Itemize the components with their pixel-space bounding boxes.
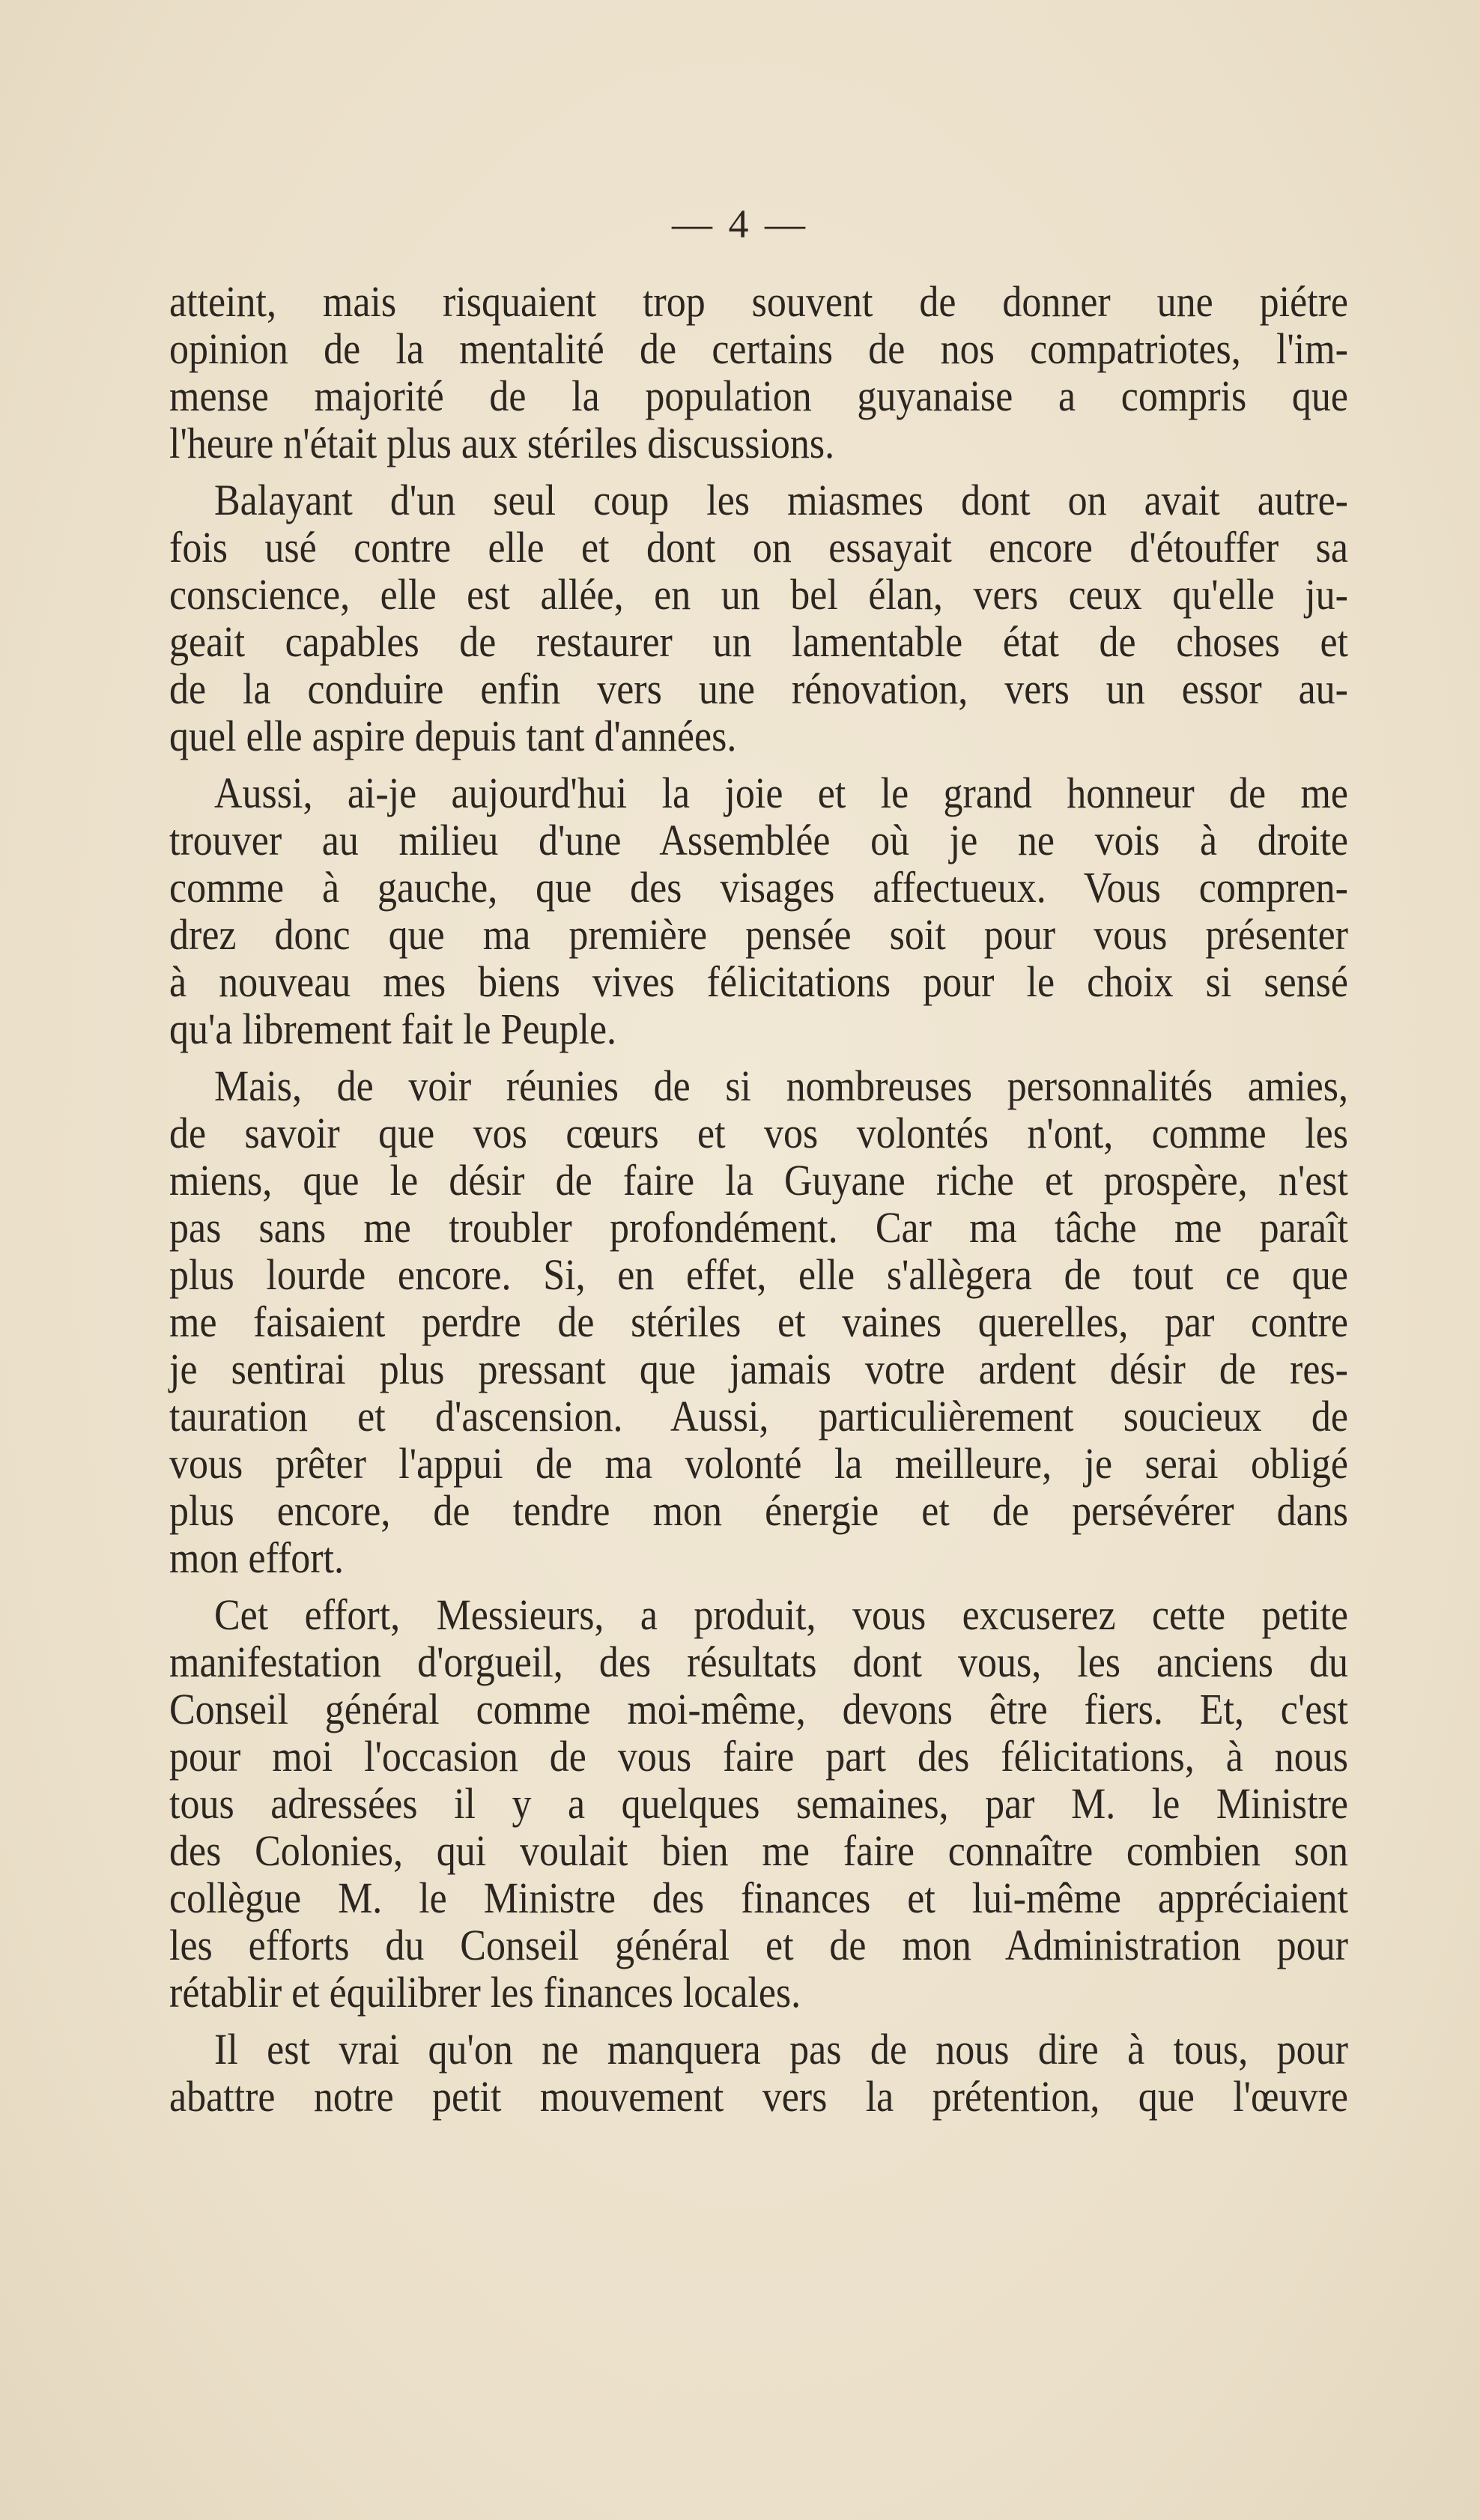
text-line: je sentirai plus pressant que jamais votre ardent désir de res-: [169, 1345, 1348, 1394]
text-line: mon effort.: [169, 1534, 344, 1583]
text-line: de la conduire enfin vers une rénovation, vers un essor au-: [169, 665, 1348, 714]
text-line: me faisaient perdre de stériles et vaines querelles, par contre: [169, 1298, 1348, 1347]
text-line: qu'a librement fait le Peuple.: [169, 1005, 617, 1054]
paragraph: [169, 1063, 1348, 1582]
text-line: rétablir et équilibrer les finances locales.: [169, 1969, 801, 2017]
text-line: abattre notre petit mouvement vers la prétention, que l'œuvre: [169, 2073, 1348, 2121]
text-line: tauration et d'ascension. Aussi, particulièrement soucieux de: [169, 1393, 1348, 1441]
text-line: mense majorité de la population guyanaise a compris que: [169, 372, 1348, 421]
paragraph: [169, 279, 1348, 467]
text-line: Cet effort, Messieurs, a produit, vous excuserez cette petite: [214, 1591, 1348, 1640]
text-line: geait capables de restaurer un lamentable état de choses et: [169, 618, 1348, 667]
paragraph: [169, 477, 1348, 760]
text-line: tous adressées il y a quelques semaines, par M. le Ministre: [169, 1780, 1348, 1829]
text-line: Conseil général comme moi-même, devons être fiers. Et, c'est: [169, 1685, 1348, 1734]
text-line: collègue M. le Ministre des finances et lui-même appréciaient: [169, 1874, 1348, 1923]
text-line: les efforts du Conseil général et de mon Administration pour: [169, 1921, 1348, 1970]
text-line: Mais, de voir réunies de si nombreuses personnalités amies,: [214, 1062, 1348, 1111]
text-line: atteint, mais risquaient trop souvent de donner une piétre: [169, 278, 1348, 327]
paragraph: [169, 2026, 1348, 2121]
text-line: plus encore, de tendre mon énergie et de persévérer dans: [169, 1487, 1348, 1536]
text-line: Il est vrai qu'on ne manquera pas de nous dire à tous, pour: [214, 2026, 1348, 2074]
text-line: pas sans me troubler profondément. Car ma tâche me paraît: [169, 1204, 1348, 1253]
text-line: plus lourde encore. Si, en effet, elle s'allègera de tout ce que: [169, 1251, 1348, 1300]
text-line: comme à gauche, que des visages affectueux. Vous compren-: [169, 864, 1348, 912]
text-line: Balayant d'un seul coup les miasmes dont on avait autre-: [214, 476, 1348, 525]
text-line: pour moi l'occasion de vous faire part des félicitations, à nous: [169, 1733, 1348, 1781]
text-line: trouver au milieu d'une Assemblée où je ne vois à droite: [169, 817, 1348, 865]
text-line: Aussi, ai-je aujourd'hui la joie et le grand honneur de me: [214, 769, 1348, 818]
text-line: vous prêter l'appui de ma volonté la meilleure, je serai obligé: [169, 1440, 1348, 1488]
paragraph: [169, 1592, 1348, 2017]
page-number: — 4 —: [672, 202, 808, 246]
text-line: fois usé contre elle et dont on essayait encore d'étouffer sa: [169, 524, 1348, 572]
text-line: conscience, elle est allée, en un bel élan, vers ceux qu'elle ju-: [169, 571, 1348, 620]
body-text: [169, 279, 1348, 2130]
text-line: opinion de la mentalité de certains de nos compatriotes, l'im-: [169, 325, 1348, 374]
text-line: miens, que le désir de faire la Guyane riche et prospère, n'est: [169, 1157, 1348, 1205]
paragraph: [169, 770, 1348, 1053]
text-line: manifestation d'orgueil, des résultats dont vous, les anciens du: [169, 1638, 1348, 1687]
text-line: de savoir que vos cœurs et vos volontés n'ont, comme les: [169, 1109, 1348, 1158]
text-line: à nouveau mes biens vives félicitations pour le choix si sensé: [169, 958, 1348, 1007]
text-line: des Colonies, qui voulait bien me faire connaître combien son: [169, 1827, 1348, 1876]
text-line: drez donc que ma première pensée soit pour vous présenter: [169, 911, 1348, 960]
text-line: quel elle aspire depuis tant d'années.: [169, 712, 737, 761]
text-line: l'heure n'était plus aux stériles discussions.: [169, 420, 835, 468]
